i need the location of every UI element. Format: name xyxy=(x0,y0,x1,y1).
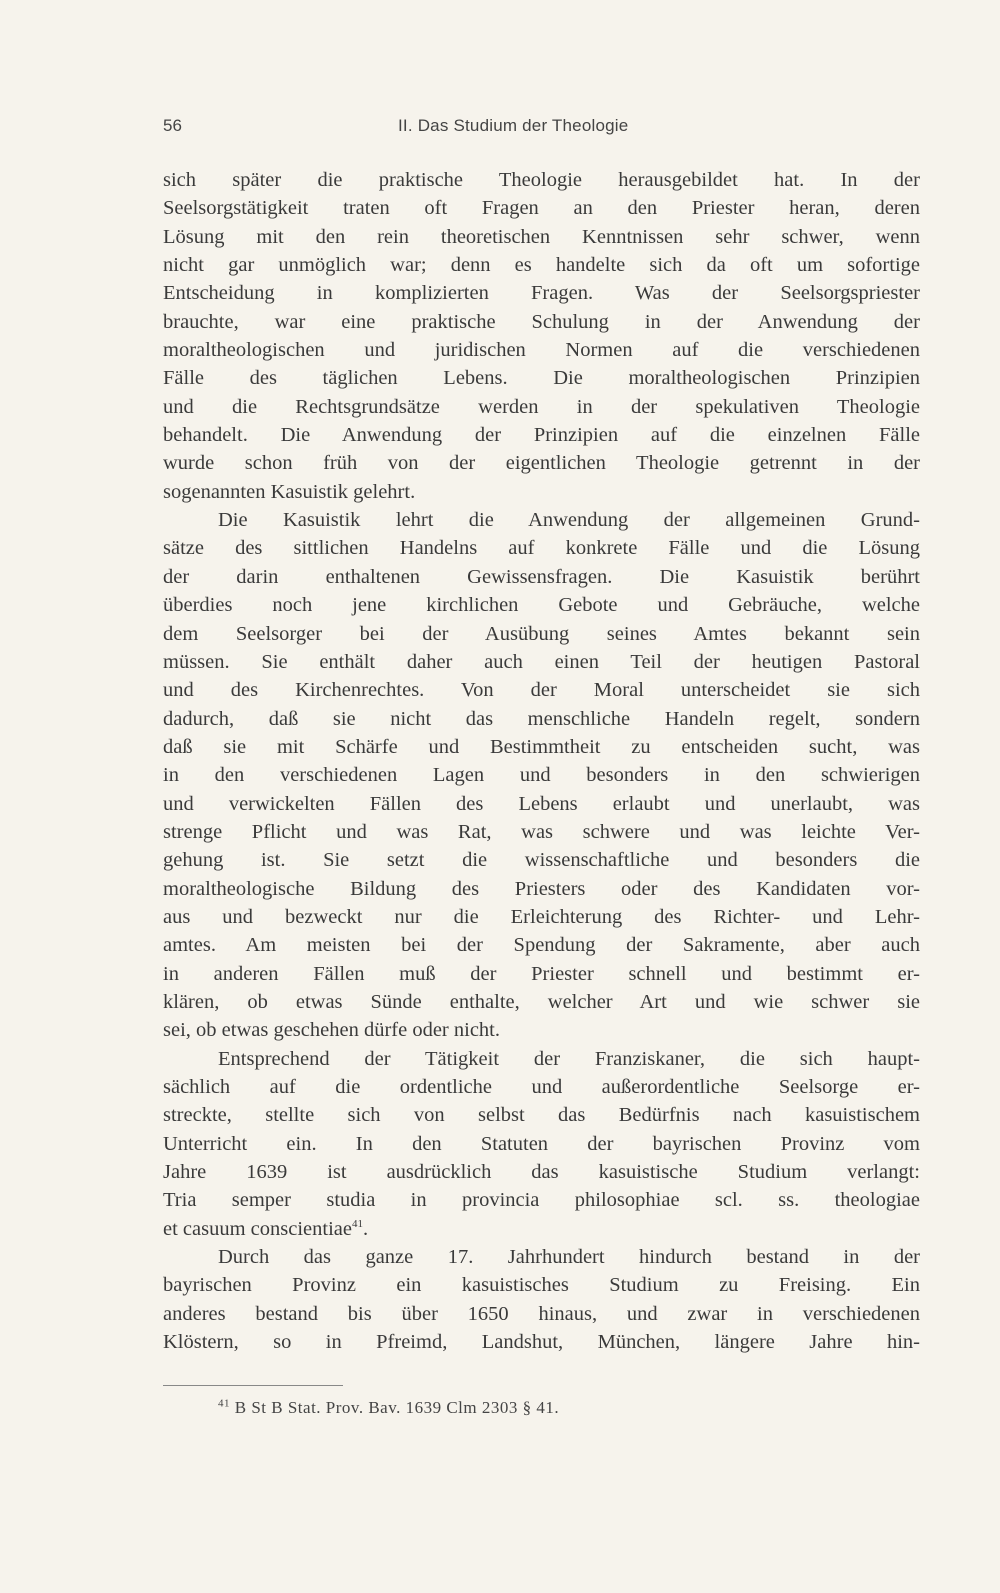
page-header xyxy=(163,116,920,142)
text-line: in anderen Fällen muß der Priester schnell und bestimmt er- xyxy=(163,962,920,985)
page-number: 56 xyxy=(163,116,182,135)
footnote-text: B St B Stat. Prov. Bav. 1639 Clm 2303 § 41. xyxy=(234,1398,560,1417)
footnote-number: 41 xyxy=(218,1397,230,1410)
text-line: sogenannten Kasuistik gelehrt. xyxy=(163,480,416,503)
text-line: dadurch, daß sie nicht das menschliche Handeln regelt, sondern xyxy=(163,707,920,730)
text-line: sich später die praktische Theologie herausgebildet hat. In der xyxy=(163,169,920,191)
text-line: Klöstern, so in Pfreimd, Landshut, München, längere Jahre hin- xyxy=(163,1331,920,1354)
text-line: strenge Pflicht und was Rat, was schwere und was leichte Ver- xyxy=(163,820,920,843)
text-line-content: et casuum conscientiae xyxy=(163,1217,352,1240)
running-head: II. Das Studium der Theologie xyxy=(398,116,629,135)
text-line: behandelt. Die Anwendung der Prinzipien auf die einzelnen Fälle xyxy=(163,424,920,447)
text-line: brauchte, war eine praktische Schulung in der Anwendung der xyxy=(163,310,920,333)
text-line: Fälle des täglichen Lebens. Die moraltheologischen Prinzipien xyxy=(163,367,920,390)
text-line: et casuum conscientiae$^{41}$. xyxy=(163,1217,369,1240)
text-line: der darin enthaltenen Gewissensfragen. Die Kasuistik berührt xyxy=(163,565,920,588)
text-line: Entsprechend der Tätigkeit der Franziskaner, die sich haupt- xyxy=(218,1047,920,1070)
text-line: Die Kasuistik lehrt die Anwendung der allgemeinen Grund- xyxy=(218,509,920,532)
text-line: streckte, stellte sich von selbst das Bedürfnis nach kasuistischem xyxy=(163,1104,920,1127)
footnote-reference: 41 xyxy=(351,1217,363,1230)
text-line: aus und bezweckt nur die Erleichterung des Richter- und Lehr- xyxy=(163,905,920,928)
text-line: und verwickelten Fällen des Lebens erlaubt und unerlaubt, was xyxy=(163,792,920,815)
text-line: moraltheologische Bildung des Priesters oder des Kandidaten vor- xyxy=(163,877,920,900)
text-line: daß sie mit Schärfe und Bestimmtheit zu entscheiden sucht, was xyxy=(163,735,920,758)
text-line: Lösung mit den rein theoretischen Kenntnissen sehr schwer, wenn xyxy=(163,225,920,248)
text-line: und des Kirchenrechtes. Von der Moral unterscheidet sie sich xyxy=(163,679,920,702)
text-line: dem Seelsorger bei der Ausübung seines Amtes bekannt sein xyxy=(163,622,920,645)
text-line: amtes. Am meisten bei der Spendung der Sakramente, aber auch xyxy=(163,934,920,957)
text-line: sätze des sittlichen Handelns auf konkrete Fälle und die Lösung xyxy=(163,537,920,560)
text-line: Tria semper studia in provincia philosophiae scl. ss. theologiae xyxy=(163,1189,920,1212)
text-line: sei, ob etwas geschehen dürfe oder nicht. xyxy=(163,1019,500,1042)
text-line: überdies noch jene kirchlichen Gebote und Gebräuche, welche xyxy=(163,594,920,617)
text-line: und die Rechtsgrundsätze werden in der spekulativen Theologie xyxy=(163,395,920,418)
text-line: gehung ist. Sie setzt die wissenschaftliche und besonders die xyxy=(163,849,920,872)
footnote xyxy=(218,1398,559,1418)
text-line: Unterricht ein. In den Statuten der bayrischen Provinz vom xyxy=(163,1132,920,1155)
text-line: Durch das ganze 17. Jahrhundert hindurch bestand in der xyxy=(218,1246,920,1269)
text-line: moraltheologischen und juridischen Normen auf die verschiedenen xyxy=(163,339,920,362)
text-line: Seelsorgstätigkeit traten oft Fragen an den Priester heran, deren xyxy=(163,197,920,220)
text-line: müssen. Sie enthält daher auch einen Teil der heutigen Pastoral xyxy=(163,650,920,673)
text-line: Entscheidung in komplizierten Fragen. Was der Seelsorgspriester xyxy=(163,282,920,305)
text-line: Jahre 1639 ist ausdrücklich das kasuistische Studium verlangt: xyxy=(163,1161,920,1184)
body-text xyxy=(163,166,920,1356)
text-line: sächlich auf die ordentliche und außerordentliche Seelsorge er- xyxy=(163,1076,920,1098)
text-line: bayrischen Provinz ein kasuistisches Studium zu Freising. Ein xyxy=(163,1274,920,1297)
text-line: wurde schon früh von der eigentlichen Theologie getrennt in der xyxy=(163,452,920,475)
text-line: anderes bestand bis über 1650 hinaus, und zwar in verschiedenen xyxy=(163,1302,920,1325)
text-line: nicht gar unmöglich war; denn es handelte sich da oft um sofortige xyxy=(163,254,920,277)
text-line: in den verschiedenen Lagen und besonders in den schwierigen xyxy=(163,764,920,787)
text-line: klären, ob etwas Sünde enthalte, welcher Art und wie schwer sie xyxy=(163,990,920,1013)
footnote-divider xyxy=(163,1385,343,1386)
